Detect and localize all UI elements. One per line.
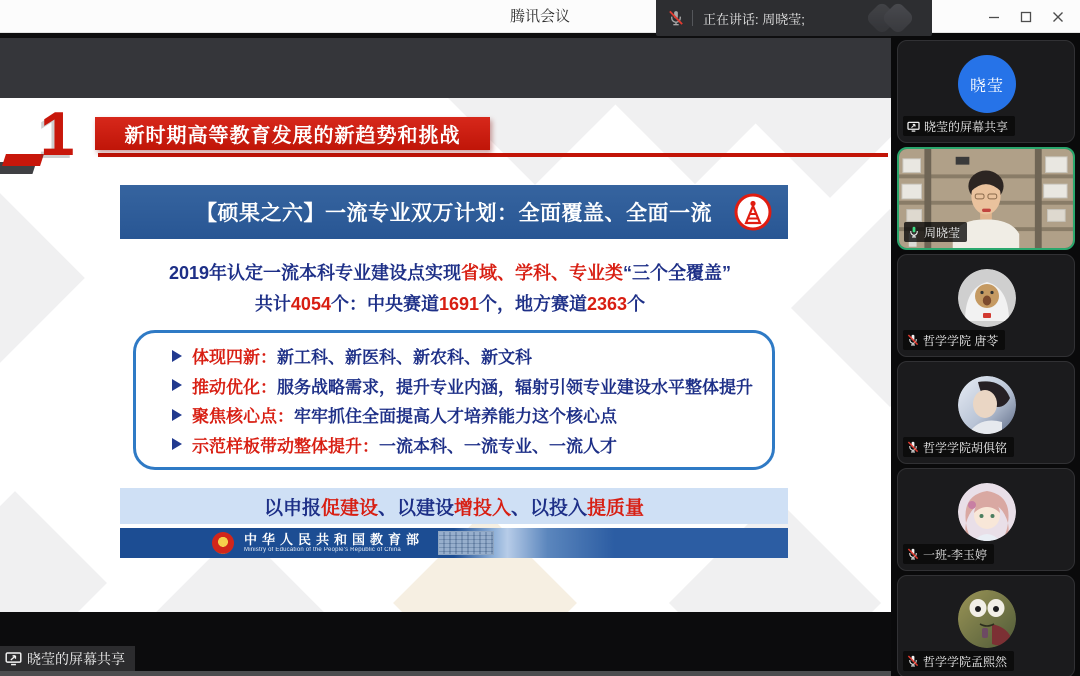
participant-tile-hujuming[interactable] bbox=[897, 361, 1075, 464]
participants-sidebar bbox=[891, 33, 1080, 676]
intro-line-2: 共计4054个：中央赛道1691个，地方赛道2363个 bbox=[254, 294, 646, 314]
name-badge: 一班-李玉婷 bbox=[903, 544, 994, 564]
arrow-bullet-icon bbox=[172, 409, 182, 421]
red-divider-line bbox=[98, 153, 888, 157]
intro-paragraph bbox=[100, 258, 800, 320]
deco-triangle bbox=[0, 193, 85, 363]
arrow-bullet-icon bbox=[172, 438, 182, 450]
window-controls bbox=[978, 0, 1074, 33]
deco-triangle bbox=[393, 511, 577, 612]
participant-tile-liyuting[interactable] bbox=[897, 468, 1075, 571]
mic-muted-icon bbox=[668, 10, 684, 26]
mic-muted-icon bbox=[907, 334, 919, 346]
arrow-bullet-icon bbox=[172, 379, 182, 391]
name-badge: 哲学学院 唐苓 bbox=[903, 330, 1005, 350]
avatar bbox=[958, 590, 1016, 648]
section-number: 1 bbox=[40, 100, 75, 169]
ministry-building-photo bbox=[438, 531, 494, 555]
section-title-banner bbox=[95, 117, 490, 150]
mic-muted-icon bbox=[907, 655, 919, 667]
ministry-name-en: Ministry of Education of the People's Republic of China bbox=[244, 546, 401, 553]
divider bbox=[692, 10, 693, 26]
shared-screen-top-band bbox=[0, 33, 891, 98]
slogan-text: 以申报促建设、以建设增投入、以投入提质量 bbox=[263, 497, 645, 519]
app-title: 腾讯会议 bbox=[509, 8, 570, 25]
screen-share-icon bbox=[907, 121, 920, 132]
speaking-indicator-panel bbox=[656, 0, 932, 36]
slide-content-header bbox=[120, 185, 788, 239]
maximize-button[interactable] bbox=[1010, 0, 1042, 33]
content-header-text: 【硕果之六】一流专业双万计划：全面覆盖、全面一流 bbox=[196, 202, 712, 225]
screen-share-badge bbox=[0, 646, 135, 671]
participant-tile-xiaoying-share[interactable] bbox=[897, 40, 1075, 143]
mic-muted-icon bbox=[907, 548, 919, 560]
name-badge: 周晓莹 bbox=[904, 222, 967, 242]
speaking-now-label: 正在讲话: 周晓莹; bbox=[703, 11, 805, 27]
section-number-dash bbox=[2, 154, 44, 166]
national-emblem-icon: ★ bbox=[212, 532, 234, 554]
participant-tile-mengxiran[interactable] bbox=[897, 575, 1075, 676]
ministry-name-cn: 中华人民共和国教育部 bbox=[244, 531, 425, 547]
bullet-item: 聚焦核心点：牢牢抓住全面提高人才培养能力这个核心点 bbox=[172, 402, 756, 427]
presentation-slide bbox=[0, 98, 891, 612]
avatar bbox=[958, 269, 1016, 327]
screen-share-badge-label: 晓莹的屏幕共享 bbox=[27, 650, 125, 667]
avatar bbox=[958, 376, 1016, 434]
avatar: 晓莹 bbox=[958, 55, 1016, 113]
mic-muted-icon bbox=[907, 441, 919, 453]
bottom-strip bbox=[0, 671, 891, 676]
bullet-item: 推动优化：服务战略需求，提升专业内涵，辐射引领专业建设水平整体提升 bbox=[172, 373, 756, 398]
deco-triangle bbox=[791, 209, 891, 407]
screen-share-icon bbox=[5, 651, 22, 666]
intro-line-1: 2019年认定一流本科专业建设点实现省域、学科、专业类“三个全覆盖” bbox=[168, 263, 732, 283]
bullet-item: 示范样板带动整体提升：一流本科、一流专业、一流人才 bbox=[172, 432, 756, 457]
close-button[interactable] bbox=[1042, 0, 1074, 33]
minimize-button[interactable] bbox=[978, 0, 1010, 33]
slogan-banner bbox=[120, 488, 788, 524]
name-badge: 哲学学院胡俱铭 bbox=[903, 437, 1014, 457]
deco-triangle bbox=[745, 98, 891, 198]
name-badge: 晓莹的屏幕共享 bbox=[903, 116, 1015, 136]
shared-screen-region bbox=[0, 33, 891, 676]
ministry-name bbox=[244, 533, 424, 554]
participant-tile-zhouxiaoying[interactable] bbox=[897, 147, 1075, 250]
tencent-meeting-logo-icon bbox=[868, 5, 920, 31]
arrow-bullet-icon bbox=[172, 350, 182, 362]
name-badge: 哲学学院孟熙然 bbox=[903, 651, 1014, 671]
participant-tile-tangling[interactable] bbox=[897, 254, 1075, 357]
ministry-footer-bar bbox=[120, 528, 788, 558]
avatar bbox=[958, 483, 1016, 541]
mic-on-icon bbox=[908, 226, 920, 238]
section-title: 新时期高等教育发展的新趋势和挑战 bbox=[124, 125, 461, 147]
key-points-box bbox=[133, 330, 775, 470]
bullet-item: 体现四新：新工科、新医科、新农科、新文科 bbox=[172, 343, 756, 368]
higher-education-seal-icon bbox=[734, 193, 772, 231]
deco-triangle bbox=[0, 491, 107, 612]
